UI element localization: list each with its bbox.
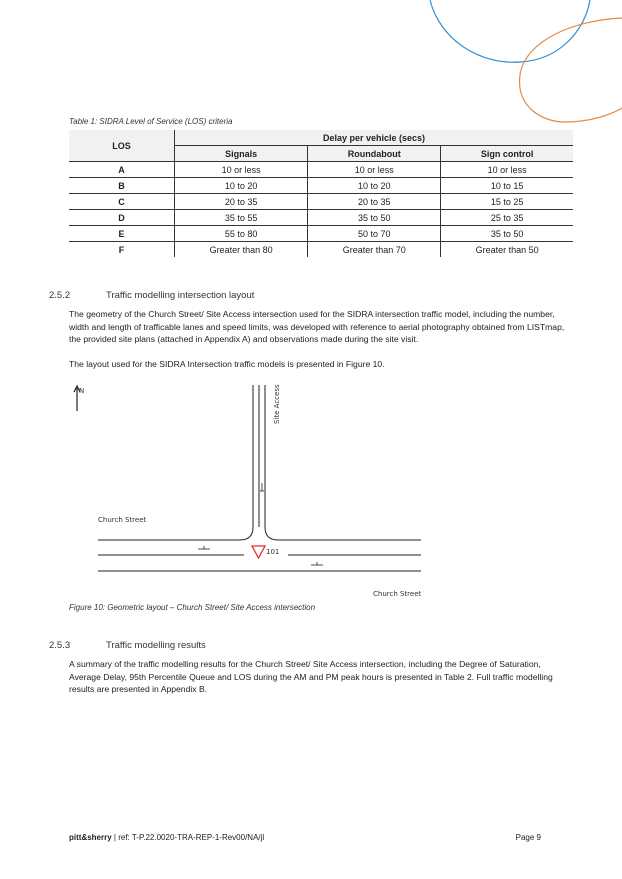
section-heading-253 <box>49 640 206 651</box>
paragraph: The geometry of the Church Street/ Site Access intersection used for the SIDRA intersection traffic model, including the number, width and length of trafficable lanes and speed limits, was developed with reference to aerial photography obtained from LISTmap, the provided site plans (attached in Appendix A) and observations made during the site visit. <box>69 309 565 344</box>
sign-cell: 35 to 50 <box>441 226 573 242</box>
col-roundabout: Roundabout <box>308 146 441 162</box>
footer-ref: | ref: T-P.22.0020-TRA-REP-1-Rev00/NA/jl <box>111 833 265 842</box>
section-heading-252 <box>49 290 255 301</box>
roundabout-cell: 10 to 20 <box>308 178 441 194</box>
section-number: 2.5.2 <box>49 290 71 301</box>
los-cell: B <box>69 178 175 194</box>
paragraph: A summary of the traffic modelling results for the Church Street/ Site Access intersection, including the Degree of Saturation, Average Delay, 95th Percentile Queue and LOS during the AM and PM peak hours is presented in Table 2. Full traffic modelling results are presented in Appendix B. <box>69 659 553 694</box>
signals-cell: 10 to 20 <box>175 178 308 194</box>
intersection-diagram <box>69 380 429 602</box>
table-row <box>69 210 573 226</box>
blue-arc <box>430 0 590 62</box>
decorative-arcs <box>0 0 622 130</box>
page-number: Page 9 <box>515 833 541 842</box>
table-row <box>69 162 573 178</box>
sign-cell: 15 to 25 <box>441 194 573 210</box>
signals-cell: 35 to 55 <box>175 210 308 226</box>
los-header: LOS <box>69 130 175 162</box>
church-street-label-left: Church Street <box>98 516 147 524</box>
sign-cell: 10 to 15 <box>441 178 573 194</box>
roundabout-cell: Greater than 70 <box>308 242 441 258</box>
church-street-label-bottom: Church Street <box>373 590 422 598</box>
sign-cell: 10 or less <box>441 162 573 178</box>
sign-cell: 25 to 35 <box>441 210 573 226</box>
table-caption: Table 1: SIDRA Level of Service (LOS) criteria <box>69 117 233 126</box>
section-title: Traffic modelling results <box>106 640 206 651</box>
signals-cell: 55 to 80 <box>175 226 308 242</box>
table-row <box>69 178 573 194</box>
signals-cell: Greater than 80 <box>175 242 308 258</box>
roundabout-cell: 50 to 70 <box>308 226 441 242</box>
section-number: 2.5.3 <box>49 640 71 651</box>
signals-cell: 20 to 35 <box>175 194 308 210</box>
los-cell: C <box>69 194 175 210</box>
paragraph: The layout used for the SIDRA Intersection traffic models is presented in Figure 10. <box>69 359 385 369</box>
node-id-label: 101 <box>266 548 280 556</box>
section-title: Traffic modelling intersection layout <box>106 290 255 301</box>
col-sign-control: Sign control <box>441 146 573 162</box>
table-row <box>69 242 573 258</box>
yield-sign-icon <box>252 546 265 558</box>
footer-brand: pitt&sherry <box>69 833 112 842</box>
figure-caption: Figure 10: Geometric layout – Church Street/ Site Access intersection <box>69 603 316 612</box>
table-row <box>69 194 573 210</box>
signals-cell: 10 or less <box>175 162 308 178</box>
table-row <box>69 226 573 242</box>
los-criteria-table <box>69 130 573 257</box>
roundabout-cell: 20 to 35 <box>308 194 441 210</box>
los-cell: F <box>118 244 125 255</box>
roundabout-cell: 35 to 50 <box>308 210 441 226</box>
corner-right <box>265 527 278 540</box>
los-cell: D <box>69 210 175 226</box>
delay-group-header: Delay per vehicle (secs) <box>175 130 574 146</box>
north-label: N <box>79 387 85 395</box>
orange-arc <box>520 18 622 122</box>
roundabout-cell: 10 or less <box>308 162 441 178</box>
corner-left <box>240 527 253 540</box>
col-signals: Signals <box>175 146 308 162</box>
los-cell: E <box>69 226 175 242</box>
site-access-label: Site Access <box>273 384 281 424</box>
page-footer <box>69 833 541 842</box>
sign-cell: Greater than 50 <box>441 242 573 258</box>
los-cell: A <box>69 162 175 178</box>
